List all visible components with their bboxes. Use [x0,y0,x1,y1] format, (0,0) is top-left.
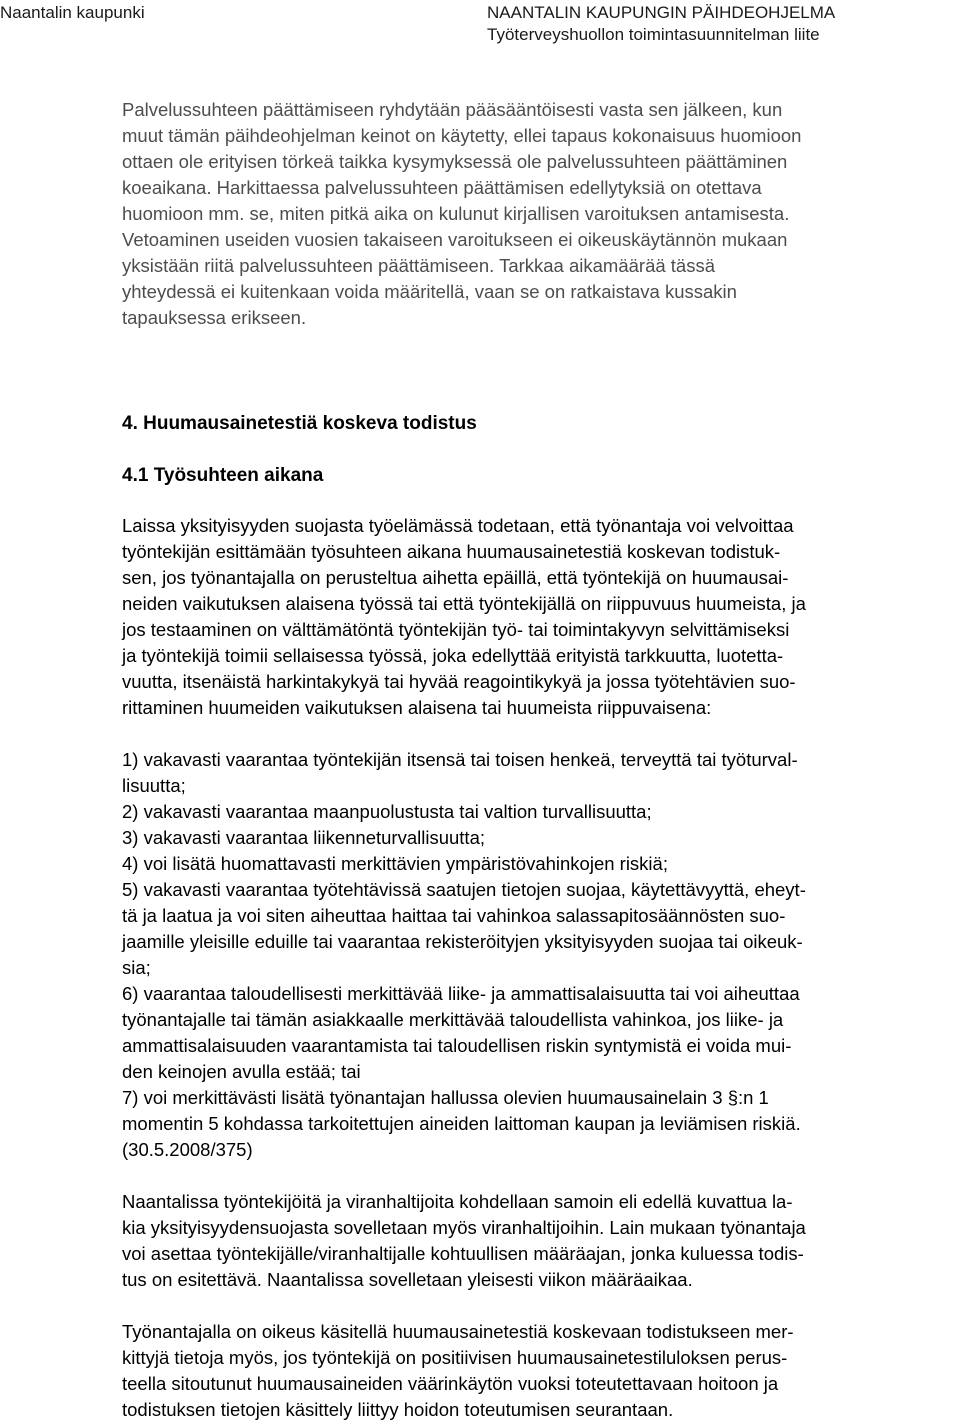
list-item-line: 1) vakavasti vaarantaa työntekijän itsensä tai toisen henkeä, terveyttä tai työturval- [122,749,798,770]
paragraph-line: yksistään riitä palvelussuhteen päättämiseen. Tarkkaa aikamäärää tässä [122,255,716,276]
naantali-paragraph [122,1189,958,1293]
list-item-line: sia; [122,957,151,978]
criteria-list [122,747,958,1163]
paragraph-line: jos testaaminen on välttämätöntä työntekijän työ- tai toimintakyvyn selvittämiseksi [122,619,790,640]
paragraph-line: vuutta, itsenäistä harkintakykyä tai hyvää reagointikykyä ja jossa työtehtävien suo- [122,671,796,692]
paragraph-line: voi asettaa työntekijälle/viranhaltijalle kohtuullisen määräajan, jonka kuluessa todis- [122,1243,804,1264]
paragraph-line: muut tämän päihdeohjelman keinot on käytetty, ellei tapaus kokonaisuus huomioon [122,125,802,146]
list-item-line: 4) voi lisätä huomattavasti merkittävien ympäristövahinkojen riskiä; [122,853,668,874]
paragraph-line: koeaikana. Harkittaessa palvelussuhteen päättämisen edellytyksiä on otettava [122,177,762,198]
paragraph-line: Vetoaminen useiden vuosien takaiseen varoitukseen ei oikeuskäytännön mukaan [122,229,788,250]
paragraph-line: Naantalissa työntekijöitä ja viranhaltijoita kohdellaan samoin eli edellä kuvattua la- [122,1191,793,1212]
paragraph-line: ottaen ole erityisen törkeä taikka kysymyksessä ole palvelussuhteen päättäminen [122,151,788,172]
list-item-line: 5) vakavasti vaarantaa työtehtävissä saatujen tietojen suojaa, käytettävyyttä, eheyt- [122,879,806,900]
law-paragraph [122,513,958,721]
paragraph-line: yhteydessä ei kuitenkaan voida määritellä, vaan se on ratkaistava kussakin [122,281,737,302]
paragraph-line: rittaminen huumeiden vaikutuksen alaisena tai huumeista riippuvaisena: [122,697,712,718]
list-item-line: lisuutta; [122,775,186,796]
paragraph-line: tus on esitettävä. Naantalissa sovelletaan yleisesti viikon määräaikaa. [122,1269,693,1290]
list-item-line: jaamille yleisille eduille tai vaarantaa rekisteröityjen yksityisyyden suojaa tai oikeuk- [122,931,803,952]
header-document-info [487,2,957,46]
list-item-line: tä ja laatua ja voi siten aiheuttaa haittaa tai vahinkoa salassapitosäännösten suo- [122,905,786,926]
paragraph-line: Palvelussuhteen päättämiseen ryhdytään pääsääntöisesti vasta sen jälkeen, kun [122,99,783,120]
paragraph-line: työntekijän esittämään työsuhteen aikana huumausainetestiä koskevan todistuk- [122,541,781,562]
section-heading: 4. Huumausainetestiä koskeva todistus [122,413,477,434]
list-item-line: den keinojen avulla estää; tai [122,1061,361,1082]
header-subtitle: Työterveyshuollon toimintasuunnitelman liite [487,25,820,44]
list-item-line: 3) vakavasti vaarantaa liikenneturvallisuutta; [122,827,485,848]
list-item-line: 6) vaarantaa taloudellisesti merkittävää liike- ja ammattisalaisuutta tai voi aiheuttaa [122,983,800,1004]
intro-paragraph [122,97,958,331]
list-item-line: 7) voi merkittävästi lisätä työnantajan hallussa olevien huumausainelain 3 §:n 1 [122,1087,769,1108]
employer-rights-paragraph [122,1319,958,1423]
paragraph-line: Laissa yksityisyyden suojasta työelämässä todetaan, että työnantaja voi velvoittaa [122,515,794,536]
list-item-line: työnantajalle tai tämän asiakkaalle merkittävää taloudellista vahinkoa, jos liike- ja [122,1009,784,1030]
paragraph-line: ja työntekijä toimii sellaisessa työssä, joka edellyttää erityistä tarkkuutta, luotetta- [122,645,784,666]
paragraph-line: neiden vaikutuksen alaisena työssä tai että työntekijällä on riippuvuus huumeista, ja [122,593,806,614]
header-organization: Naantalin kaupunki [0,3,145,22]
paragraph-line: Työnantajalla on oikeus käsitellä huumausainetestiä koskevaan todistukseen mer- [122,1321,794,1342]
list-item-line: momentin 5 kohdassa tarkoitettujen aineiden laittoman kaupan ja leviämisen riskiä. [122,1113,801,1134]
subsection-heading: 4.1 Työsuhteen aikana [122,465,324,486]
paragraph-line: tapauksessa erikseen. [122,307,307,328]
list-item-line: (30.5.2008/375) [122,1139,253,1160]
paragraph-line: sen, jos työnantajalla on perusteltua aihetta epäillä, että työntekijä on huumausai- [122,567,789,588]
list-item-line: ammattisalaisuuden vaarantamista tai taloudellisen riskin syntymistä ei voida mui- [122,1035,792,1056]
paragraph-line: kia yksityisyydensuojasta sovelletaan myös viranhaltijoihin. Lain mukaan työnantaja [122,1217,806,1238]
paragraph-line: huomioon mm. se, miten pitkä aika on kulunut kirjallisen varoituksen antamisesta. [122,203,790,224]
paragraph-line: teella sitoutunut huumausaineiden väärinkäytön vuoksi toteutettavaan hoitoon ja [122,1373,779,1394]
paragraph-line: kittyjä tietoja myös, jos työntekijä on positiivisen huumausainetestiluloksen perus- [122,1347,788,1368]
list-item-line: 2) vakavasti vaarantaa maanpuolustusta tai valtion turvallisuutta; [122,801,652,822]
header-title: NAANTALIN KAUPUNGIN PÄIHDEOHJELMA [487,3,836,22]
paragraph-line: todistuksen tietojen käsittely liittyy hoidon toteutumisen seurantaan. [122,1399,674,1420]
